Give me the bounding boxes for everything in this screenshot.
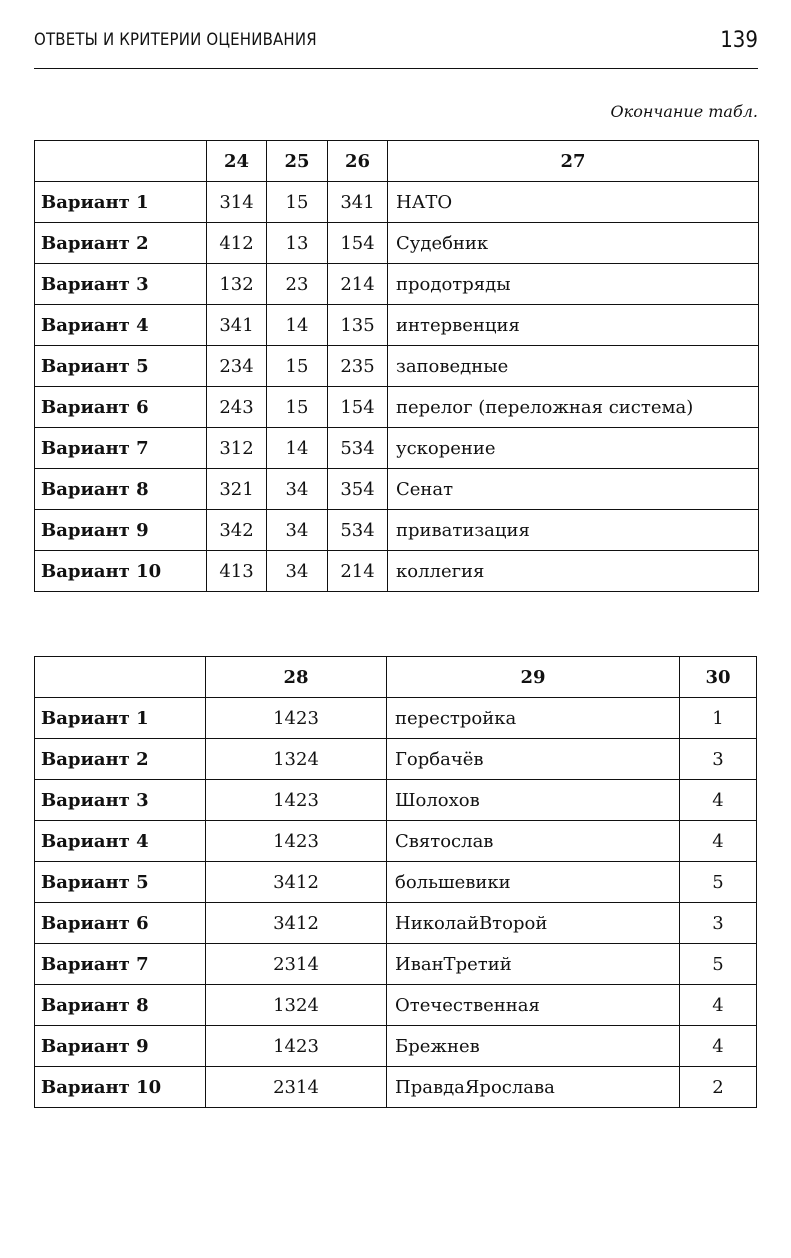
table-row — [35, 903, 757, 944]
page-header — [34, 26, 758, 69]
table-header-row — [35, 141, 759, 182]
answer-cell-25: 13 — [267, 223, 328, 264]
header-cell-25: 25 — [267, 141, 328, 182]
table-row — [35, 1026, 757, 1067]
answers-table-24-27 — [34, 140, 759, 592]
variant-label: Вариант 1 — [35, 182, 207, 223]
variant-label: Вариант 7 — [35, 428, 207, 469]
answer-cell-27: Судебник — [388, 223, 759, 264]
answer-cell-28: 2314 — [206, 944, 387, 985]
answer-cell-26: 154 — [328, 387, 388, 428]
header-cell-28: 28 — [206, 657, 387, 698]
table-row — [35, 1067, 757, 1108]
answer-cell-27: Сенат — [388, 469, 759, 510]
answer-cell-26: 534 — [328, 428, 388, 469]
answer-cell-29: ИванТретий — [387, 944, 680, 985]
variant-label: Вариант 5 — [35, 346, 207, 387]
answer-cell-27: продотряды — [388, 264, 759, 305]
variant-label: Вариант 3 — [35, 264, 207, 305]
header-cell-26: 26 — [328, 141, 388, 182]
answer-cell-27: перелог (переложная система) — [388, 387, 759, 428]
answer-cell-27: заповедные — [388, 346, 759, 387]
answer-cell-29: НиколайВторой — [387, 903, 680, 944]
answer-cell-24: 234 — [207, 346, 267, 387]
variant-label: Вариант 9 — [35, 510, 207, 551]
page-number: 139 — [720, 28, 758, 53]
table-row — [35, 182, 759, 223]
variant-label: Вариант 9 — [35, 1026, 206, 1067]
answer-cell-30: 4 — [680, 1026, 757, 1067]
variant-label: Вариант 8 — [35, 469, 207, 510]
answer-cell-24: 413 — [207, 551, 267, 592]
answer-cell-28: 3412 — [206, 862, 387, 903]
answer-cell-26: 214 — [328, 551, 388, 592]
table-row — [35, 780, 757, 821]
answer-cell-28: 1324 — [206, 739, 387, 780]
answer-cell-26: 354 — [328, 469, 388, 510]
answer-cell-25: 14 — [267, 428, 328, 469]
answer-cell-28: 1423 — [206, 698, 387, 739]
header-cell-29: 29 — [387, 657, 680, 698]
table-row — [35, 428, 759, 469]
answer-cell-25: 15 — [267, 182, 328, 223]
answers-table-24-27-body — [35, 141, 759, 592]
variant-label: Вариант 10 — [35, 1067, 206, 1108]
answer-cell-29: Святослав — [387, 821, 680, 862]
table-row — [35, 510, 759, 551]
answer-cell-29: Шолохов — [387, 780, 680, 821]
variant-label: Вариант 10 — [35, 551, 207, 592]
table-row — [35, 346, 759, 387]
answer-cell-29: Отечественная — [387, 985, 680, 1026]
table-row — [35, 223, 759, 264]
table-row — [35, 264, 759, 305]
answer-cell-27: НАТО — [388, 182, 759, 223]
answer-cell-28: 1423 — [206, 780, 387, 821]
answers-table-28-30 — [34, 656, 757, 1108]
answer-cell-28: 3412 — [206, 903, 387, 944]
section-title: ОТВЕТЫ И КРИТЕРИИ ОЦЕНИВАНИЯ — [34, 30, 317, 50]
table-row — [35, 387, 759, 428]
variant-label: Вариант 3 — [35, 780, 206, 821]
answer-cell-29: перестройка — [387, 698, 680, 739]
table-row — [35, 698, 757, 739]
answer-cell-25: 34 — [267, 551, 328, 592]
variant-label: Вариант 6 — [35, 903, 206, 944]
header-cell-corner — [35, 657, 206, 698]
answer-cell-29: ПравдаЯрослава — [387, 1067, 680, 1108]
answer-cell-25: 15 — [267, 346, 328, 387]
answer-cell-26: 534 — [328, 510, 388, 551]
answer-cell-25: 34 — [267, 510, 328, 551]
answer-cell-24: 321 — [207, 469, 267, 510]
header-cell-corner — [35, 141, 207, 182]
header-cell-27: 27 — [388, 141, 759, 182]
variant-label: Вариант 2 — [35, 739, 206, 780]
table-row — [35, 551, 759, 592]
answer-cell-26: 235 — [328, 346, 388, 387]
answer-cell-25: 34 — [267, 469, 328, 510]
answer-cell-30: 5 — [680, 862, 757, 903]
answer-cell-25: 15 — [267, 387, 328, 428]
header-cell-24: 24 — [207, 141, 267, 182]
answer-cell-24: 243 — [207, 387, 267, 428]
answer-cell-27: ускорение — [388, 428, 759, 469]
table-row — [35, 985, 757, 1026]
answer-cell-24: 342 — [207, 510, 267, 551]
variant-label: Вариант 4 — [35, 305, 207, 346]
header-cell-30: 30 — [680, 657, 757, 698]
answer-cell-26: 135 — [328, 305, 388, 346]
table-row — [35, 944, 757, 985]
answers-table-28-30-body — [35, 657, 757, 1108]
table-caption: Окончание табл. — [610, 102, 758, 121]
variant-label: Вариант 1 — [35, 698, 206, 739]
answer-cell-28: 1423 — [206, 821, 387, 862]
answer-cell-30: 3 — [680, 739, 757, 780]
variant-label: Вариант 8 — [35, 985, 206, 1026]
answer-cell-24: 312 — [207, 428, 267, 469]
answer-cell-27: коллегия — [388, 551, 759, 592]
variant-label: Вариант 2 — [35, 223, 207, 264]
answer-cell-24: 132 — [207, 264, 267, 305]
answer-cell-30: 4 — [680, 985, 757, 1026]
table-header-row — [35, 657, 757, 698]
answer-cell-28: 1423 — [206, 1026, 387, 1067]
answer-cell-24: 412 — [207, 223, 267, 264]
answer-cell-30: 1 — [680, 698, 757, 739]
answer-cell-24: 314 — [207, 182, 267, 223]
answer-cell-25: 23 — [267, 264, 328, 305]
variant-label: Вариант 5 — [35, 862, 206, 903]
answer-cell-24: 341 — [207, 305, 267, 346]
answer-cell-29: Брежнев — [387, 1026, 680, 1067]
table-row — [35, 862, 757, 903]
answer-cell-30: 4 — [680, 780, 757, 821]
answer-cell-29: Горбачёв — [387, 739, 680, 780]
answer-cell-26: 341 — [328, 182, 388, 223]
answer-cell-26: 214 — [328, 264, 388, 305]
answer-cell-30: 3 — [680, 903, 757, 944]
answer-cell-25: 14 — [267, 305, 328, 346]
variant-label: Вариант 7 — [35, 944, 206, 985]
table-row — [35, 305, 759, 346]
answer-cell-27: приватизация — [388, 510, 759, 551]
answer-cell-30: 5 — [680, 944, 757, 985]
variant-label: Вариант 6 — [35, 387, 207, 428]
answer-cell-30: 2 — [680, 1067, 757, 1108]
table-row — [35, 821, 757, 862]
answer-cell-28: 2314 — [206, 1067, 387, 1108]
answer-cell-29: большевики — [387, 862, 680, 903]
answer-cell-27: интервенция — [388, 305, 759, 346]
answer-cell-26: 154 — [328, 223, 388, 264]
table-row — [35, 739, 757, 780]
answer-cell-28: 1324 — [206, 985, 387, 1026]
variant-label: Вариант 4 — [35, 821, 206, 862]
answer-cell-30: 4 — [680, 821, 757, 862]
table-row — [35, 469, 759, 510]
